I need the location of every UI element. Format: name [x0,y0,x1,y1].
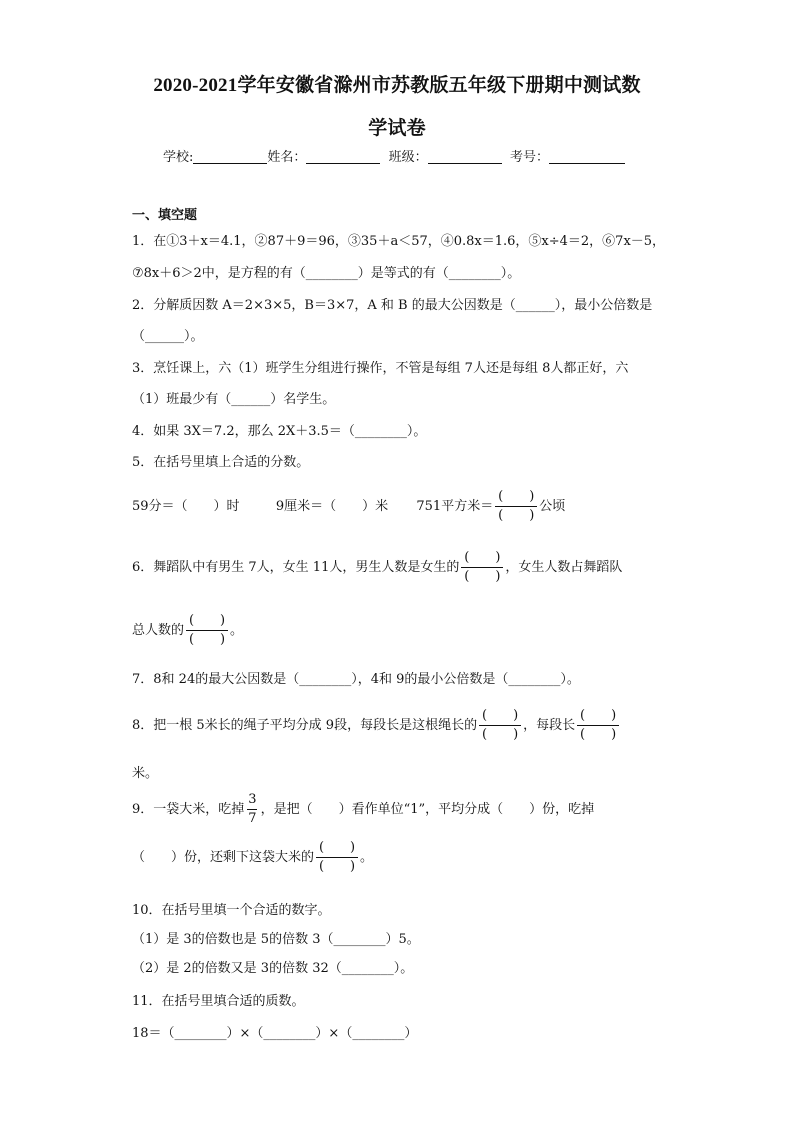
q9-line2 [132,836,373,880]
q6-fraction-blank-1[interactable]: $\frac{( )}{( )}$ [461,550,503,585]
q5-line1: 5．在括号里填上合适的分数。 [132,455,310,470]
q5-fraction-blank[interactable]: $\frac{( )}{( )}$ [495,489,537,524]
q3-line2: （1）班最少有（______）名学生。 [132,392,336,407]
q11-line2: 18＝（________）×（________）×（________） [132,1026,418,1041]
q9-text-c: （ ）份，还剩下这袋大米的 [132,850,315,865]
q5-part-b: 9厘米＝（ ）米 [275,499,389,514]
q9-fraction-blank[interactable]: $\frac{( )}{( )}$ [316,840,358,875]
number-label: 考号： [509,150,549,165]
exam-title-line2: 学试卷 [368,118,426,139]
q7-line1: 7．8和 24的最大公因数是（________），4和 9的最小公倍数是（________）。 [132,672,580,687]
q9-line1 [132,788,594,832]
q6-line2 [132,609,243,653]
school-label: 学校: [163,150,194,165]
q10-line1: 10．在括号里填一个合适的数字。 [132,903,331,918]
q5-line2 [132,485,565,529]
q10-line3: （2）是 2的倍数又是 3的倍数 32（________）。 [132,961,414,976]
q8-fraction-blank-2[interactable]: $\frac{( )}{( )}$ [577,708,619,743]
q5-part-c-unit: 公顷 [539,499,566,514]
q6-text-a: 6．舞蹈队中有男生 7人，女生 11人，男生人数是女生的 [132,560,460,575]
q5-part-c: 751平方米＝ [416,499,494,514]
section-heading: 一、填空题 [132,208,198,223]
q6-line1 [132,546,622,590]
q6-text-d: 。 [230,623,244,638]
q10-line2: （1）是 3的倍数也是 5的倍数 3（________）5。 [132,932,420,947]
q11-line1: 11．在括号里填合适的质数。 [132,994,305,1009]
school-blank[interactable] [193,149,267,164]
q8-text-a: 8．把一根 5米长的绳子平均分成 9段，每段长是这根绳长的 [132,718,478,733]
q9-text-a: 9．一袋大米，吃掉 [132,802,245,817]
q5-part-a: 59分＝（ ）时 [132,499,240,514]
q4-line1: 4．如果 3X＝7.2，那么 2X＋3.5＝（________）。 [132,424,427,439]
q8-fraction-blank-1[interactable]: $\frac{( )}{( )}$ [479,708,521,743]
q3-line1: 3．烹饪课上，六（1）班学生分组进行操作，不管是每组 7人还是每组 8人都正好，六 [132,361,629,376]
q2-line2: （______）。 [132,329,204,344]
q1-line2: ⑦8x＋6＞2中，是方程的有（________）是等式的有（________）。 [132,266,521,281]
q8-line1 [132,704,621,748]
q6-fraction-blank-2[interactable]: $\frac{( )}{( )}$ [186,613,228,648]
q6-text-c: 总人数的 [132,623,185,638]
q8-line2: 米。 [132,766,159,781]
q1-line1: 1．在①3＋x＝4.1，②87＋9＝96，③35＋a＜57，④0.8x＝1.6，⑤x÷4＝2，⑥7x－5， [132,234,666,249]
q9-fraction-3-7: $\frac{3}{7}$ [248,792,257,826]
q8-text-b: ，每段长 [523,718,576,733]
name-blank[interactable] [306,149,380,164]
exam-title-line1: 2020-2021学年安徽省滁州市苏教版五年级下册期中测试数 [153,75,641,96]
class-blank[interactable] [428,149,502,164]
q6-text-b: ，女生人数占舞蹈队 [505,560,623,575]
q9-text-d: 。 [360,850,374,865]
class-label: 班级： [388,150,428,165]
q9-text-b: ，是把（ ）看作单位“1”，平均分成（ ）份，吃掉 [260,802,595,817]
student-info-row [163,146,625,165]
q2-line1: 2．分解质因数 A＝2×3×5，B＝3×7，A 和 B 的最大公因数是（______），最小公倍数是 [132,298,653,313]
name-label: 姓名： [267,150,307,165]
number-blank[interactable] [549,149,625,164]
